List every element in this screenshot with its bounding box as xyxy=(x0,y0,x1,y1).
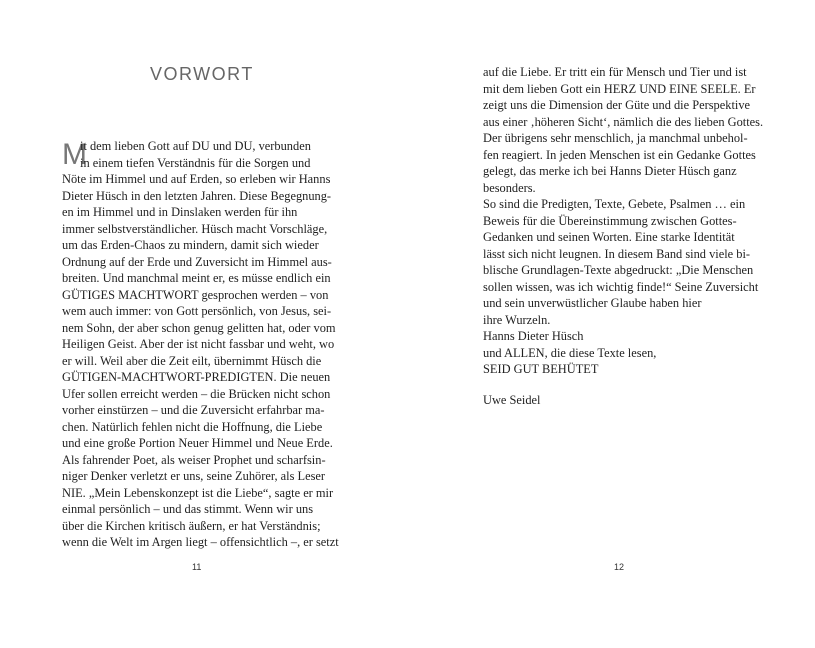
text-line: zeigt uns die Dimension der Güte und die Perspektive xyxy=(483,98,751,112)
text-line: vorher einstürzen – und die Zuversicht erfahrbar ma- xyxy=(62,403,325,417)
text-line: GÜTIGEN-MACHTWORT-PREDIGTEN. Die neuen xyxy=(62,370,331,384)
text-line: Ufer sollen erreicht werden – die Brücken nicht schon xyxy=(62,386,331,401)
text-line: ihre Wurzeln. xyxy=(483,312,551,327)
drop-cap: M xyxy=(62,138,87,171)
signature: Uwe Seidel xyxy=(483,392,541,407)
text-line: Hanns Dieter Hüsch xyxy=(483,329,584,343)
text-line: en im Himmel und in Dinslaken werden für ihn xyxy=(62,205,298,219)
text-line: niger Denker verletzt er uns, seine Zuhörer, als Leser xyxy=(62,469,326,483)
text-line: und eine große Portion Neuer Himmel und Neue Erde. xyxy=(62,436,333,450)
text-line: sollen wissen, was ich wichtig finde!“ Seine Zuversicht xyxy=(483,279,759,294)
text-line: einmal persönlich – und das stimmt. Wenn wir uns xyxy=(62,502,314,516)
text-line: immer selbstverständlicher. Hüsch macht Vorschläge, xyxy=(62,221,328,236)
text-line: Beweis für die Übereinstimmung zwischen Gottes- xyxy=(483,213,737,228)
text-line: So sind die Predigten, Texte, Gebete, Psalmen … ein xyxy=(483,197,746,211)
text-line: Ordnung auf der Erde und Zuversicht im Himmel aus- xyxy=(62,254,332,269)
chapter-heading: VORWORT xyxy=(150,64,254,84)
text-line: und sein unverwüstlicher Glaube haben hier xyxy=(483,296,702,310)
text-line: wenn die Welt im Argen liegt – offensichtlich –, er setzt xyxy=(62,535,339,549)
text-line: besonders. xyxy=(483,180,536,195)
text-line: nem Sohn, der aber schon genug gelitten hat, oder vom xyxy=(62,320,336,335)
text-line: über die Kirchen kritisch äußern, er hat Verständnis; xyxy=(62,518,321,533)
text-line: und ALLEN, die diese Texte lesen, xyxy=(483,345,657,360)
text-line: lässt sich nicht leugnen. In diesem Band sind viele bi- xyxy=(483,246,751,261)
text-line: chen. Natürlich fehlen nicht die Hoffnung, die Liebe xyxy=(62,419,323,434)
text-line: Der übrigens sehr menschlich, ja manchmal unbehol- xyxy=(483,131,748,145)
text-line: blische Grundlagen-Texte abgedruckt: „Die Menschen xyxy=(483,263,754,277)
text-line: Dieter Hüsch in den letzten Jahren. Diese Begegnung- xyxy=(62,188,332,203)
text-line: wem auch immer: von Gott persönlich, von Jesus, sei- xyxy=(62,304,332,318)
page-number: 12 xyxy=(614,562,625,572)
text-line: Gedanken und seinen Worten. Eine starke Identität xyxy=(483,230,735,244)
text-line: fen reagiert. In jeden Menschen ist ein Gedanke Gottes xyxy=(483,147,756,162)
text-line: um das Erden-Chaos zu mindern, damit sich wieder xyxy=(62,238,319,252)
paragraph-gap xyxy=(483,378,773,392)
text-line: Als fahrender Poet, als weiser Prophet und scharfsin- xyxy=(62,452,326,467)
right-page-body xyxy=(483,64,773,408)
page-number: 11 xyxy=(192,562,202,572)
text-line: Heiligen Geist. Aber der ist nicht fassbar und weht, wo xyxy=(62,337,335,351)
text-line: auf die Liebe. Er tritt ein für Mensch und Tier und ist xyxy=(483,65,747,79)
text-line: GÜTIGES MACHTWORT gesprochen werden – von xyxy=(62,287,329,302)
left-page-body xyxy=(62,138,339,551)
text-line: Nöte im Himmel und auf Erden, so erleben wir Hanns xyxy=(62,172,331,186)
text-line: in einem tiefen Verständnis für die Sorgen und xyxy=(80,155,311,170)
left-page xyxy=(0,0,407,648)
text-line: mit dem lieben Gott ein HERZ UND EINE SEELE. Er xyxy=(483,81,756,96)
text-line: er will. Weil aber die Zeit eilt, übernimmt Hüsch die xyxy=(62,353,322,368)
text-line: gelegt, das merke ich bei Hanns Dieter Hüsch ganz xyxy=(483,164,737,178)
text-line: breiten. Und manchmal meint er, es müsse endlich ein xyxy=(62,271,331,285)
text-line: aus einer ‚höheren Sicht‘, nämlich die des lieben Gottes. xyxy=(483,114,764,129)
text-line: NIE. „Mein Lebenskonzept ist die Liebe“, sagte er mir xyxy=(62,485,334,500)
right-page xyxy=(408,0,815,648)
text-line: it dem lieben Gott auf DU und DU, verbunden xyxy=(80,139,311,153)
text-line: SEID GUT BEHÜTET xyxy=(483,362,599,376)
